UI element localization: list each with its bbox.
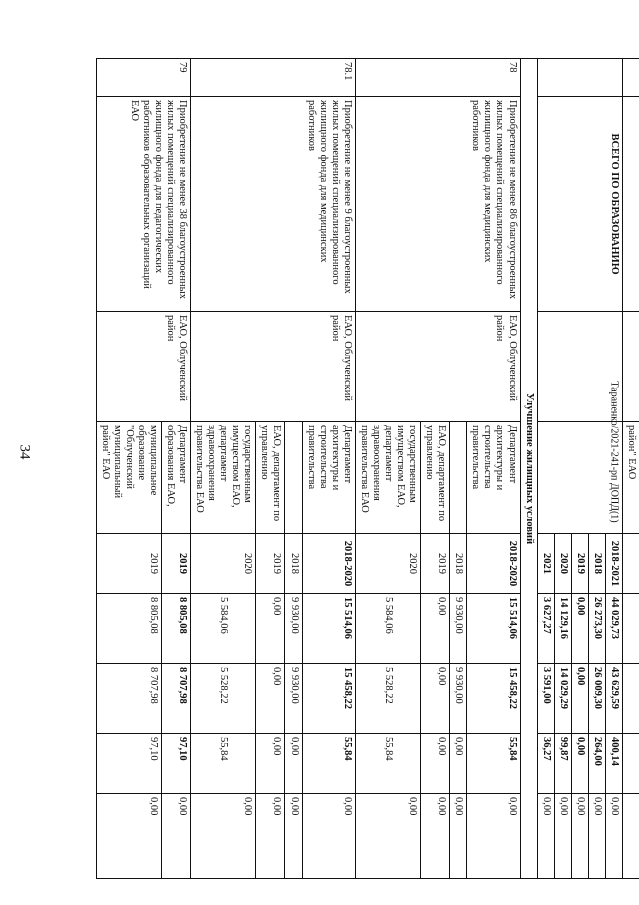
cell-value: 99,87 <box>554 734 571 794</box>
cell-value: 15 458,22 <box>302 664 355 734</box>
cell-value: 97,10 <box>96 734 161 794</box>
cell-value: 5 528,22 <box>355 664 420 734</box>
cell-executor: Департамент образования ЕАО, <box>161 422 190 534</box>
cell-value: 15 458,22 <box>467 664 520 734</box>
cell-year: 2018-2021 <box>605 534 622 594</box>
cell-value: 26 009,30 <box>588 664 605 734</box>
total-label: ВСЕГО ПО ОБРАЗОВАНИЮ <box>537 97 622 312</box>
cell-year: 2019 <box>421 534 450 594</box>
cell-value: 0,00 <box>571 664 588 734</box>
cell-year: 2018-2020 <box>467 534 520 594</box>
cell-executor: государственным имуществом ЕАО, департамент здравоохранения правительства ЕАО <box>191 422 256 534</box>
cell-value: 0,00 <box>421 594 450 664</box>
cell-executor: ЕАО, департамент по управлению <box>256 422 285 534</box>
cell-value: 55,84 <box>191 734 256 794</box>
cell-value: 0,00 <box>537 794 554 879</box>
cell-value: 15 514,06 <box>467 594 520 664</box>
cell-executor <box>450 422 467 534</box>
page-number: 34 <box>16 444 33 460</box>
cell-value: 400,14 <box>605 734 622 794</box>
cell-location: ЕАО, Облученский район <box>96 312 190 422</box>
cell-year: 2018-2020 <box>302 534 355 594</box>
document-footer-id: Тараненко/2021-241-рп ДОПД(1) <box>608 381 620 523</box>
cell-value: 0,00 <box>554 794 571 879</box>
cell-value: 5 584,06 <box>355 594 420 664</box>
cell-executor: Департамент архитектуры и строительства правительства <box>467 422 520 534</box>
table-row <box>605 59 622 879</box>
cell-value: 55,84 <box>467 734 520 794</box>
cell-value: 0,00 <box>355 794 420 879</box>
cell-value: 14 029,29 <box>554 664 571 734</box>
cell-value: 0,00 <box>285 794 302 879</box>
cell-value: 5 528,22 <box>191 664 256 734</box>
table-row <box>302 59 355 879</box>
cell-value: 0,00 <box>571 794 588 879</box>
cell-value: 14 129,16 <box>554 594 571 664</box>
cell-executor: Департамент архитектуры и строительства правительства <box>302 422 355 534</box>
cell-number: 78 <box>355 59 520 97</box>
cell-value: 0,00 <box>302 794 355 879</box>
cell-value: 0,00 <box>571 594 588 664</box>
table-row <box>622 59 639 879</box>
cell-value: 43 629,59 <box>605 664 622 734</box>
cell-value: 0,00 <box>450 734 467 794</box>
cell-value: 26 273,30 <box>588 594 605 664</box>
cell-value: 8 805,08 <box>161 594 190 664</box>
cell-value: 0,00 <box>605 794 622 879</box>
cell-number: 78.1 <box>191 59 356 97</box>
cell-value: 264,00 <box>588 734 605 794</box>
cell-value: 55,84 <box>302 734 355 794</box>
cell-value: 0,00 <box>96 794 161 879</box>
cell-number: 79 <box>96 59 190 97</box>
cell-value: 55,84 <box>355 734 420 794</box>
cell-year: 2020 <box>191 534 256 594</box>
cell-value: 5 584,06 <box>191 594 256 664</box>
cell-year: 2018 <box>588 534 605 594</box>
cell-value: 0,00 <box>588 794 605 879</box>
cell-value: 9 930,00 <box>285 664 302 734</box>
cell-value: 44 029,73 <box>605 594 622 664</box>
cell-value: 0,00 <box>450 794 467 879</box>
cell-location: ЕАО, Облученский район <box>355 312 520 422</box>
cell-value: 9 930,00 <box>450 594 467 664</box>
cell-year: 2019 <box>256 534 285 594</box>
cell-year: 2019 <box>96 534 161 594</box>
cell-value: 0,00 <box>256 594 285 664</box>
cell-value: 15 514,06 <box>302 594 355 664</box>
cell-year: 2021 <box>537 534 554 594</box>
cell-value: 0,00 <box>256 794 285 879</box>
cell-value: 0,00 <box>421 734 450 794</box>
cell-year: 2018 <box>450 534 467 594</box>
cell-name: Приобретение не менее 9 благоустроенных жилых помещений специализированного жилищного фонда для медицинских работников <box>191 97 356 312</box>
cell-year: 2020 <box>554 534 571 594</box>
cell-value: 0,00 <box>256 734 285 794</box>
cell-value: 3 627,27 <box>537 594 554 664</box>
cell-year: 2018 <box>285 534 302 594</box>
table-row <box>520 59 537 879</box>
cell-value: 0,00 <box>191 794 256 879</box>
cell-value: 0,00 <box>421 794 450 879</box>
cell-executor <box>285 422 302 534</box>
cell-year: 2019 <box>571 534 588 594</box>
cell-value: 8 707,98 <box>96 664 161 734</box>
cell-value: 3 591,00 <box>537 664 554 734</box>
cell-value: 0,00 <box>161 794 190 879</box>
table-row <box>161 59 190 879</box>
cell-year: 2020 <box>355 534 420 594</box>
cell-value: 0,00 <box>571 734 588 794</box>
cell-value: 9 930,00 <box>450 664 467 734</box>
section-title: Улучшение жилищных условий <box>520 59 537 879</box>
cell-value: 0,00 <box>256 664 285 734</box>
cell-year: 2019 <box>161 534 190 594</box>
cell-value: 36,27 <box>537 734 554 794</box>
cell-value: 0,00 <box>421 664 450 734</box>
cell-executor: муниципальное образование "Облученский муниципальный район" ЕАО <box>96 422 161 534</box>
cell-value: 0,00 <box>285 734 302 794</box>
cell-value: 8 707,98 <box>161 664 190 734</box>
cell-executor: ЕАО, департамент по управлению <box>421 422 450 534</box>
cell-executor: государственным имуществом ЕАО, департамент здравоохранения правительства ЕАО <box>355 422 420 534</box>
program-table <box>96 58 639 879</box>
table-row <box>467 59 520 879</box>
cell-name: Приобретение не менее 38 благоустроенных жилых помещений специализированного жилищного фонда для педагогических работников образовательных организаций ЕАО <box>96 97 190 312</box>
cell-executor: район" ЕАО <box>622 422 639 534</box>
rotated-table-wrapper <box>80 58 639 878</box>
cell-value: 9 930,00 <box>285 594 302 664</box>
cell-name: Приобретение не менее 86 благоустроенных жилых помещений специализированного жилищного фонда для медицинских работников <box>355 97 520 312</box>
cell-value: 8 805,08 <box>96 594 161 664</box>
cell-location: ЕАО, Облученский район <box>191 312 356 422</box>
cell-value: 97,10 <box>161 734 190 794</box>
cell-value: 0,00 <box>467 794 520 879</box>
